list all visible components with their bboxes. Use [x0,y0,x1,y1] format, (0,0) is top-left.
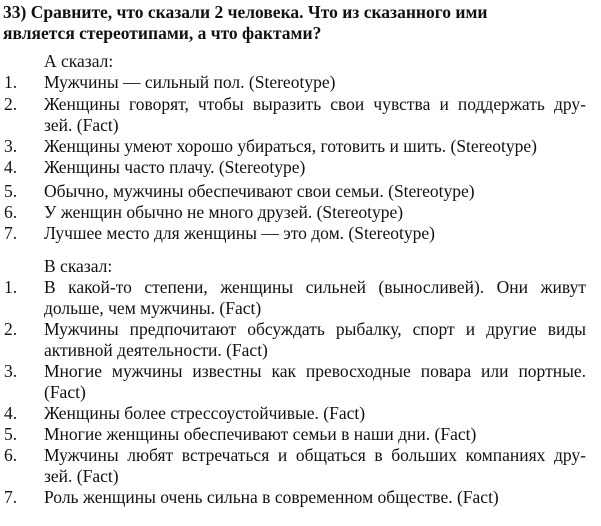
item-text-continued: (Fact) [44,382,86,402]
section-b-item-2 [0,319,586,361]
item-text: Лучшее место для женщины — это дом. (Stereotype) [44,223,435,243]
item-number: 5. [4,181,18,201]
item-text: Мужчины предпочитают обсуждать рыбалку, спорт и другие виды [44,319,586,339]
item-text: Женщины более стрессоустойчивые. (Fact) [44,403,366,423]
section-a-item-2 [0,94,586,136]
item-text: Роль женщины очень сильна в современном обществе. (Fact) [44,487,499,507]
item-text: Многие женщины обеспечивают семьи в наши дни. (Fact) [44,424,477,444]
item-number: 3. [4,361,18,381]
item-text-continued: зей. (Fact) [44,115,119,135]
item-text: Женщины говорят, чтобы выразить свои чувства и поддержать дру- [44,94,586,114]
item-number: 7. [4,223,18,243]
item-number: 6. [4,445,18,465]
section-b-item-6 [0,445,586,487]
item-number: 1. [4,277,18,297]
item-text-continued: зей. (Fact) [44,466,119,486]
item-text: Женщины часто плачу. (Stereotype) [44,157,306,177]
item-text: У женщин обычно не много друзей. (Stereotype) [44,202,404,222]
item-text: Мужчины любят встречаться и общаться в больших компаниях дру- [44,445,586,465]
section-b-item-3 [0,361,586,403]
item-number: 4. [4,157,18,177]
section-a-title: А сказал: [44,51,114,71]
section-b-title: В сказал: [44,256,113,276]
item-number: 1. [4,72,18,92]
item-number: 7. [4,487,18,507]
question-number: 33) [3,2,27,22]
item-number: 5. [4,424,18,444]
item-text: Женщины умеют хорошо убираться, готовить и шить. (Stereotype) [44,136,537,156]
item-text-continued: активной деятельности. (Fact) [44,340,268,360]
question-text-line-2: является стереотипами, а что фактами? [3,23,322,43]
item-number: 6. [4,202,18,222]
question-text-line-1: Сравните, что сказали 2 человека. Что из сказанного ими [30,2,488,22]
question-line-1 [3,2,588,23]
item-text-continued: дольше, чем мужчины. (Fact) [44,298,262,318]
item-number: 2. [4,94,18,114]
item-number: 2. [4,319,18,339]
item-text: Многие мужчины известны как превосходные повара или портные. [44,361,586,381]
item-text: Обычно, мужчины обеспечивают свои семьи. (Stereotype) [44,181,475,201]
item-number: 4. [4,403,18,423]
section-b-item-1 [0,277,586,319]
item-number: 3. [4,136,18,156]
item-text: Мужчины — сильный пол. (Stereotype) [44,72,336,92]
item-text: В какой-то степени, женщины сильней (выносливей). Они живут [44,277,586,297]
